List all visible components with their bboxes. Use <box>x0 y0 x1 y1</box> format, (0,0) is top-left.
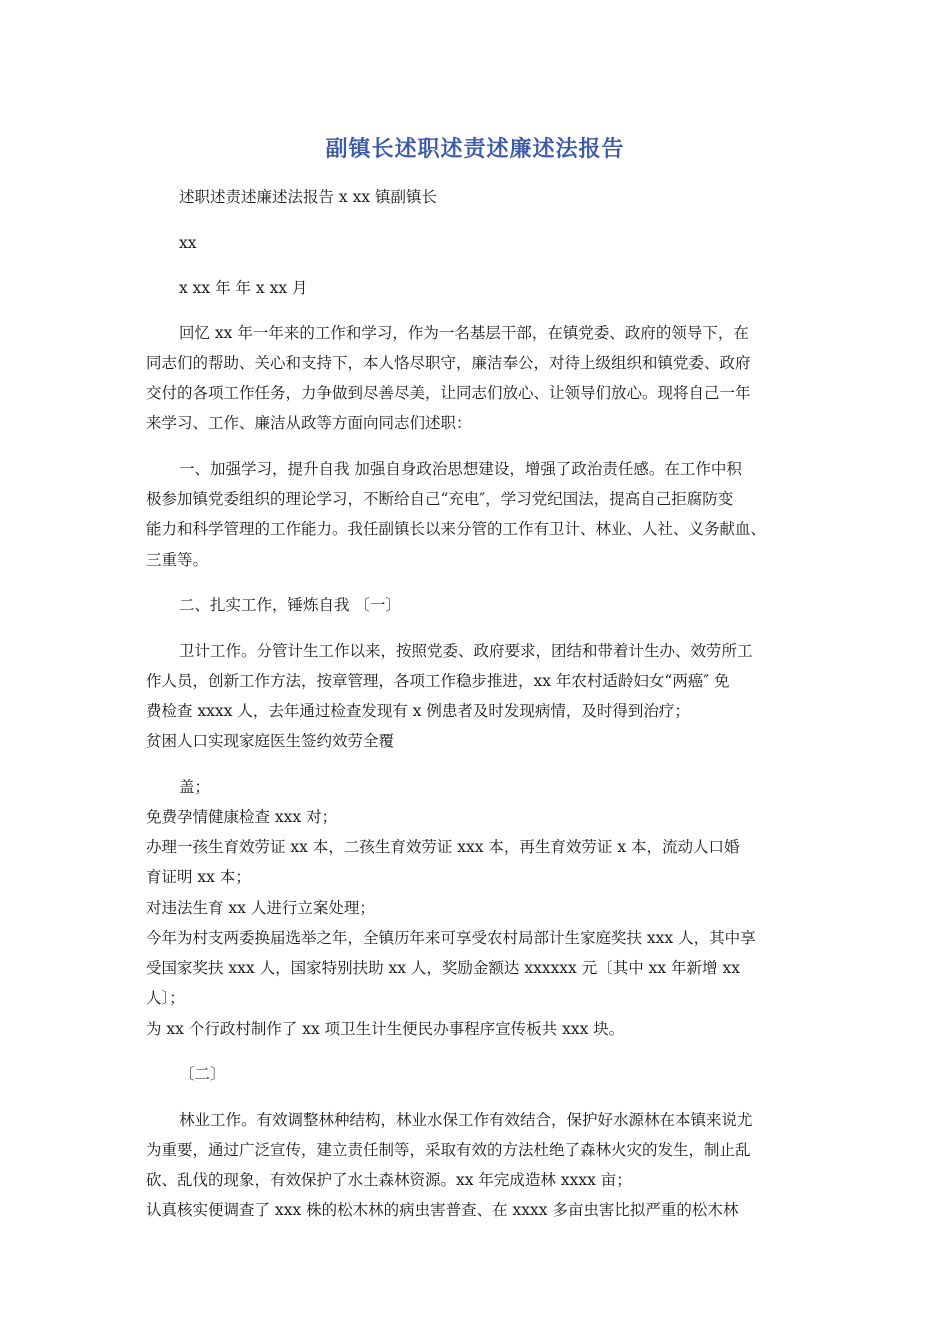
document-title: 副镇长述职述责述廉述法报告 <box>325 137 625 162</box>
paragraph-line: 盖； <box>179 778 211 796</box>
paragraph-line: 对违法生育 xx 人进行立案处理； <box>146 899 375 917</box>
paragraph-line: 为重要，通过广泛宣传，建立责任制等，采取有效的方法杜绝了森林火灾的发生，制止乱 <box>146 1141 751 1159</box>
paragraph-line: 费检查 xxxx 人，去年通过检查发现有 x 例患者及时发现病情，及时得到治疗； <box>146 702 690 720</box>
paragraph-line: 作人员，创新工作方法，按章管理，各项工作稳步推进，xx 年农村适龄妇女“两癌″ 免 <box>146 672 730 690</box>
report-heading-line: 述职述责述廉述法报告 x xx 镇副镇长 <box>179 188 438 206</box>
section-heading-line: 二、扎实工作，锤炼自我 〔一〕 <box>179 596 401 614</box>
paragraph-line: 林业工作。有效调整林种结构，林业水保工作有效结合，保护好水源林在本镇来说尤 <box>179 1111 753 1129</box>
paragraph-line: 回忆 xx 年一年来的工作和学习，作为一名基层干部，在镇党委、政府的领导下，在 <box>179 324 749 342</box>
paragraph-line: 卫计工作。分管计生工作以来，按照党委、政府要求，团结和带着计生办、效劳所工 <box>179 642 753 660</box>
paragraph-line: 极参加镇党委组织的理论学习，不断给自己“充电″，学习党纪国法，提高自己拒腐防变 <box>146 490 734 508</box>
paragraph-line: 贫困人口实现家庭医生签约效劳全覆 <box>146 732 395 750</box>
paragraph-line: 育证明 xx 本； <box>146 868 251 886</box>
paragraph-line: 人〕； <box>146 989 185 1007</box>
paragraph-line: 免费孕情健康检查 xxx 对； <box>146 808 338 826</box>
paragraph-line: 砍、乱伐的现象，有效保护了水土森林资源。xx 年完成造林 xxxx 亩； <box>146 1171 632 1189</box>
paragraph-line: 一、加强学习，提升自我 加强自身政治思想建设，增强了政治责任感。在工作中积 <box>179 460 742 478</box>
paragraph-line: 来学习、工作、廉洁从政等方面向同志们述职： <box>146 414 472 432</box>
paragraph-line: 认真核实便调查了 xxx 株的松木林的病虫害普查、在 xxxx 多亩虫害比拟严重的松木林 <box>146 1201 739 1219</box>
paragraph-line: 同志们的帮助、关心和支持下，本人恪尽职守，廉洁奉公，对待上级组织和镇党委、政府 <box>146 354 751 372</box>
paragraph-line: 交付的各项工作任务，力争做到尽善尽美，让同志们放心、让领导们放心。现将自己一年 <box>146 384 751 402</box>
paragraph-line: 办理一孩生育效劳证 xx 本，二孩生育效劳证 xxx 本，再生育效劳证 x 本，流动人口婚 <box>146 838 740 856</box>
paragraph-line: 为 xx 个行政村制作了 xx 项卫生计生便民办事程序宣传板共 xxx 块。 <box>146 1020 625 1038</box>
author-line: xx <box>179 234 197 252</box>
paragraph-line: 受国家奖扶 xxx 人，国家特别扶助 xx 人，奖励金额达 xxxxxx 元〔其中 xx 年新增 xx <box>146 959 740 977</box>
date-line: x xx 年 年 x xx 月 <box>179 279 308 297</box>
section-heading-line: 〔二〕 <box>179 1065 226 1083</box>
paragraph-line: 三重等。 <box>146 551 209 569</box>
paragraph-line: 今年为村支两委换届选举之年，全镇历年来可享受农村局部计生家庭奖扶 xxx 人，其中享 <box>146 929 756 947</box>
paragraph-line: 能力和科学管理的工作能力。我任副镇长以来分管的工作有卫计、林业、人社、义务献血、 <box>146 520 767 538</box>
